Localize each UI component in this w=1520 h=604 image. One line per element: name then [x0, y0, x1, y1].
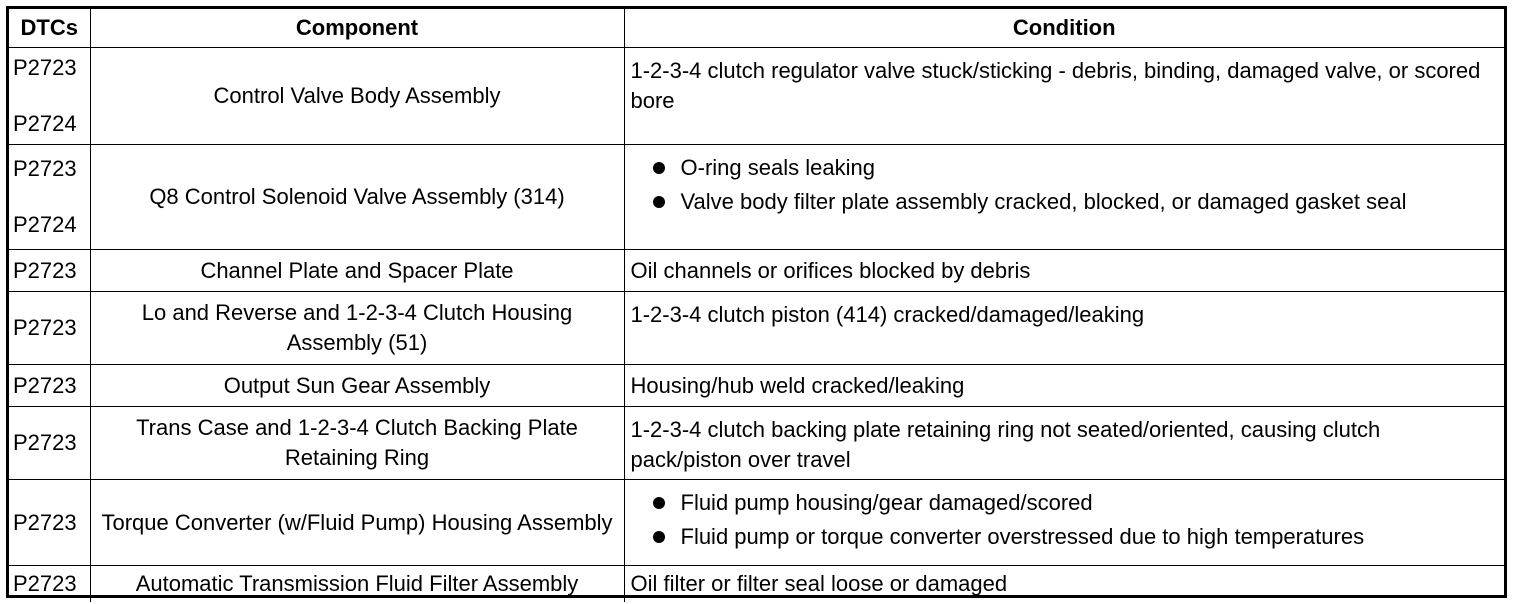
dtc-code: P2724	[13, 212, 77, 237]
table-row	[9, 407, 1504, 480]
component-cell: Automatic Transmission Fluid Filter Assembly	[90, 566, 624, 602]
dtc-code: P2723	[13, 55, 77, 80]
dtc-cell	[9, 480, 90, 566]
table-row	[9, 480, 1504, 566]
bullet-icon	[653, 497, 665, 509]
dtc-code: P2723	[13, 570, 77, 596]
dtc-code: P2723	[13, 372, 77, 398]
dtc-code: P2723	[13, 257, 77, 283]
dtc-code: P2723	[13, 430, 77, 455]
condition-bullet-item	[631, 187, 1497, 217]
dtc-code: P2724	[13, 111, 77, 136]
dtc-cell	[9, 365, 90, 407]
bullet-text: Fluid pump or torque converter overstressed due to high temperatures	[680, 524, 1365, 549]
dtc-cell	[9, 407, 90, 480]
bullet-text: Valve body filter plate assembly cracked, blocked, or damaged gasket seal	[680, 189, 1407, 214]
dtc-cell	[9, 145, 90, 250]
condition-bullet-list	[631, 153, 1497, 217]
dtc-code: P2723	[13, 156, 77, 181]
component-cell: Trans Case and 1-2-3-4 Clutch Backing Plate Retaining Ring	[90, 407, 624, 480]
condition-cell	[624, 480, 1504, 566]
condition-cell: Oil filter or filter seal loose or damaged	[624, 566, 1504, 602]
header-condition: Condition	[624, 9, 1504, 48]
dtc-code: P2723	[13, 509, 77, 535]
condition-cell: 1-2-3-4 clutch piston (414) cracked/damaged/leaking	[624, 292, 1504, 365]
dtc-code: P2723	[13, 315, 77, 340]
bullet-icon	[653, 531, 665, 543]
condition-bullet-item	[631, 522, 1497, 552]
condition-cell: Housing/hub weld cracked/leaking	[624, 365, 1504, 407]
table-row	[9, 48, 1504, 145]
condition-cell: 1-2-3-4 clutch regulator valve stuck/sticking - debris, binding, damaged valve, or scored bore	[624, 48, 1504, 145]
component-cell: Control Valve Body Assembly	[90, 48, 624, 145]
component-cell: Q8 Control Solenoid Valve Assembly (314)	[90, 145, 624, 250]
table-row	[9, 566, 1504, 602]
condition-bullet-list	[631, 488, 1497, 552]
header-component: Component	[90, 9, 624, 48]
condition-cell: 1-2-3-4 clutch backing plate retaining ring not seated/oriented, causing clutch pack/piston over travel	[624, 407, 1504, 480]
header-dtcs: DTCs	[9, 9, 90, 48]
bullet-text: O-ring seals leaking	[680, 155, 875, 180]
dtc-table	[9, 9, 1504, 602]
table-header-row	[9, 9, 1504, 48]
bullet-icon	[653, 162, 665, 174]
table-row	[9, 365, 1504, 407]
condition-cell: Oil channels or orifices blocked by debris	[624, 250, 1504, 292]
dtc-cell	[9, 48, 90, 145]
component-cell: Lo and Reverse and 1-2-3-4 Clutch Housing Assembly (51)	[90, 292, 624, 365]
table-row	[9, 145, 1504, 250]
dtc-cell	[9, 292, 90, 365]
condition-cell	[624, 145, 1504, 250]
table-row	[9, 250, 1504, 292]
table-row	[9, 292, 1504, 365]
dtc-cell	[9, 566, 90, 602]
bullet-icon	[653, 196, 665, 208]
condition-bullet-item	[631, 153, 1497, 183]
component-cell: Torque Converter (w/Fluid Pump) Housing Assembly	[90, 480, 624, 566]
component-cell: Output Sun Gear Assembly	[90, 365, 624, 407]
component-cell: Channel Plate and Spacer Plate	[90, 250, 624, 292]
bullet-text: Fluid pump housing/gear damaged/scored	[680, 490, 1093, 515]
dtc-cell	[9, 250, 90, 292]
condition-bullet-item	[631, 488, 1497, 518]
dtc-table-container	[6, 6, 1507, 598]
